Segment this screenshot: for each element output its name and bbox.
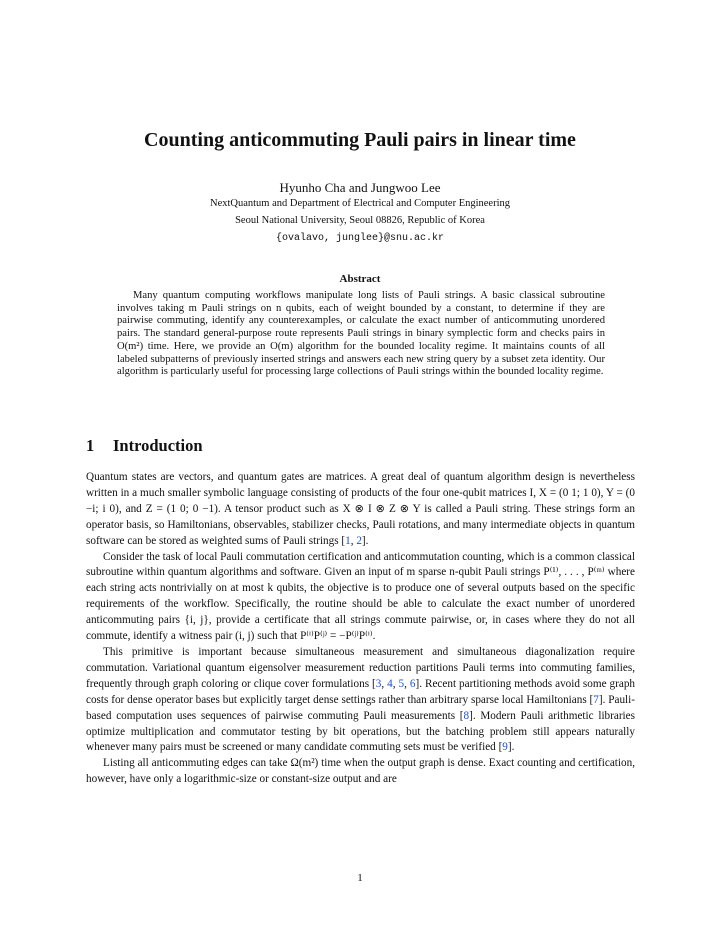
author-list: Hyunho Cha and Jungwoo Lee — [279, 180, 441, 195]
paragraph-3-text: ]. Pauli-based computation uses sequences of pairwise commuting Pauli measurements [ — [86, 693, 636, 722]
citation-separator: , — [350, 534, 357, 547]
author-email: {ovalavo, junglee}@snu.ac.kr — [275, 233, 445, 244]
paragraph-3-text: ]. Recent partitioning methods avoid some graph costs for dense operator bases but explicitly target dense settings rather than arbitrary sparse local Hamiltonians [ — [86, 677, 636, 706]
citation-link[interactable]: 3 — [375, 677, 382, 690]
citation-link[interactable]: 1 — [345, 534, 351, 547]
citation-link[interactable]: 6 — [409, 677, 416, 690]
paragraph-1 — [86, 470, 635, 550]
paragraph-3-text: This primitive is important because simultaneous measurement and simultaneous diagonalization require commutation. Variational quantum eigensolver measurement reduction partitions Pauli terms into commuting families, frequently through graph coloring or clique cover formulations [ — [86, 645, 635, 690]
paragraph-2: Consider the task of local Pauli commutation certification and anticommutation counting, which is a common classical subroutine within quantum algorithms and software. Given an input of m sparse n-qubit Pauli strings P⁽¹⁾, . . . , P⁽ᵐ⁾ where each string acts nontrivially on at most k qubits, the objective is to produce one of several outputs based on the specific requirements of the workflow. Specifically, the routine should be able to calculate the exact number of unordered anticommuting pairs {i, j}, provide a certificate that all strings commute pairwise, or, in cases where they do not all commute, identify a witness pair (i, j) such that P⁽ⁱ⁾P⁽ʲ⁾ = −P⁽ʲ⁾P⁽ⁱ⁾. — [86, 550, 635, 643]
page-number: 1 — [357, 872, 363, 884]
arxiv-identifier-sidebar — [14, 240, 54, 660]
citation-close: ]. — [361, 534, 369, 547]
citation-link[interactable]: 7 — [593, 693, 599, 706]
paragraph-3-text: ]. Modern Pauli arithmetic libraries optimize multiplication and commutator testing by bit operations, but the batching problem still appears naturally whenever many pairs must be screened or many candidate commuting sets must be verified [ — [86, 709, 635, 754]
paragraph-1-text: Quantum states are vectors, and quantum gates are matrices. A great deal of quantum algorithm design is nevertheless written in a much smaller symbolic language consisting of products of the four one-qubit matrices I, X = (0 1; 1 0), Y = (0 −i; i 0), and Z = (1 0; 0 −1). A tensor product such as X ⊗ I ⊗ Z ⊗ Y is called a Pauli string. These strings form an operator basis, so Hamiltonians, observables, stabilizer checks, Pauli rotations, and many intermediate objects in quantum software can be stored as weighted sums of Pauli strings [ — [86, 471, 635, 547]
citation-link[interactable]: 8 — [463, 709, 470, 722]
section-number: 1 — [86, 436, 95, 455]
introduction-body — [86, 470, 635, 788]
citation-link[interactable]: 5 — [398, 677, 405, 690]
citation-link[interactable]: 4 — [387, 677, 393, 690]
affiliation-line-2: Seoul National University, Seoul 08826, Republic of Korea — [235, 215, 485, 226]
paper-title: Counting anticommuting Pauli pairs in linear time — [144, 129, 576, 151]
citation-link[interactable]: 9 — [502, 741, 508, 754]
paragraph-3: This primitive is important because simultaneous measurement and simultaneous diagonalization require commutation. Variational quantum eigensolver measurement reduction partitions Pauli terms into commuting families, frequently through graph coloring or clique cover formulations [3, 4, 5, 6]. Recent partitioning methods avoid some graph costs for dense operator bases but explicitly target dense settings rather than arbitrary sparse local Hamiltonians [7]. Pauli-based computation uses sequences of pairwise commuting Pauli measurements [8]. Modern Pauli arithmetic libraries optimize multiplication and commutator testing by bit operations, but the batching problem still appears naturally whenever many pairs must be screened or many candidate commuting sets must be verified [9]. — [86, 645, 636, 754]
section-title: Introduction — [113, 436, 203, 455]
abstract-text: Many quantum computing workflows manipulate long lists of Pauli strings. A basic classical subroutine involves taking m Pauli strings on n qubits, each of weight bounded by a constant, to determine if they are pairwise commuting, identify any counterexamples, or calculate the exact number of anticommuting unordered pairs. The standard general-purpose route represents Pauli strings in binary symplectic form and checks pairs in O(m²) time. Here, we provide an O(m) algorithm for the bounded locality regime. It maintains counts of all labeled subpatterns of previously inserted strings and answers each new string query by a subset zeta identity. Our algorithm is particularly useful for processing large collections of Pauli strings within the bounded locality regime. — [117, 290, 605, 378]
paragraph-4: Listing all anticommuting edges can take Ω(m²) time when the output graph is dense. Exact counting and certification, however, have only a logarithmic-size or constant-size output and are — [86, 757, 635, 786]
paragraph-3-text: ]. — [507, 741, 515, 754]
affiliation-line-1: NextQuantum and Department of Electrical and Computer Engineering — [209, 198, 511, 209]
citation-link[interactable]: 2 — [356, 534, 362, 547]
abstract-heading: Abstract — [339, 273, 381, 285]
section-heading — [86, 436, 203, 456]
